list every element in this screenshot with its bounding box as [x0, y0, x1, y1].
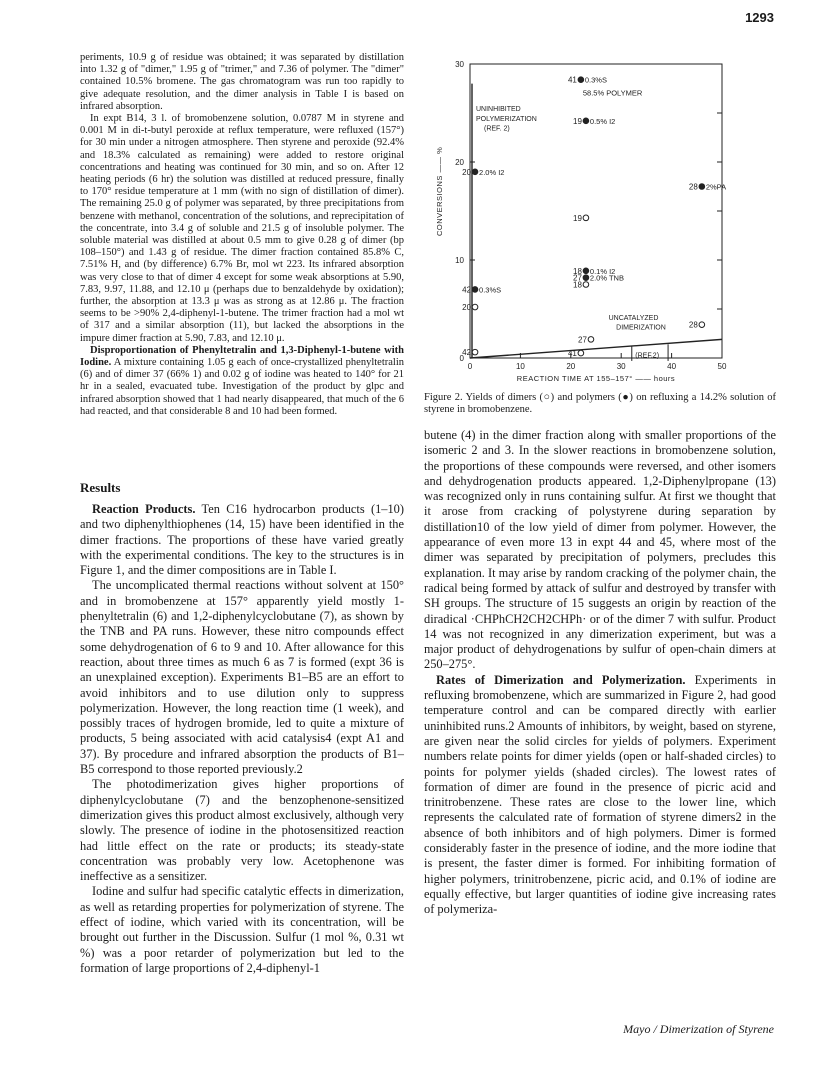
reaction-products-heading: Reaction Products.: [92, 502, 196, 516]
point-note: 58.5% POLYMER: [582, 88, 643, 98]
rates-heading: Rates of Dimerization and Polymerization.: [436, 672, 686, 687]
x-tick-label: 10: [515, 362, 525, 371]
left-experimental-text: [80, 52, 404, 418]
point-label: 27: [578, 335, 587, 345]
paragraph-text: Experiments in refluxing bromobenzene, which are summarized in Figure 2, had good temperature control and can be compared directly with earlier uninhibited runs.2 Amounts of inhibitors, by weight, based on styrene, are given near the solid circles for yields of polymers. Experiment numbers relate points for dimer yields (open or half-shaded circles) to points for polymer yields (shaded circles). The lowest rates of formation of dimer are found in the presence of picric acid and trinitrobenzene. These rates are close to the lower line, which represents the calculated rate of formation of styrene dimers2 in the absence of both inhibitors and of high polymers. Dimer is formed considerably faster in the presence of iodine, and the more iodine that is present, the faster dimer is formed. For inhibiting formation of higher polymers, trinitrobenzene, picric acid, and 0.1% of iodine are equally effective, but larger quantities of iodine give increasing rates of polymeriza-: [424, 672, 776, 917]
point-note: 0.1% I2: [589, 266, 616, 276]
point-note: 2%PA: [705, 182, 727, 192]
point-label: 20: [462, 303, 472, 313]
point-label: 19: [573, 116, 582, 126]
point-label: 18: [573, 280, 582, 290]
dimer-point: [583, 215, 589, 221]
y-axis-label: CONVERSIONS —— %: [435, 146, 444, 237]
annotation-uninhibited: UNINHIBITED: [476, 106, 521, 114]
disproportionation-heading: Disproportionation of Phenyltetralin and 1,3-Diphenyl-1-butene with Iodine.: [80, 344, 404, 369]
x-tick-label: 40: [667, 362, 677, 371]
dimer-point: [578, 350, 584, 356]
dimer-point: [588, 337, 594, 343]
point-label: 20: [462, 167, 472, 177]
point-note: 0.3%S: [584, 75, 607, 85]
polymer-point: [583, 118, 589, 124]
point-label: 28: [688, 182, 698, 192]
paragraph: [80, 502, 404, 578]
paragraph: butene (4) in the dimer fraction along with smaller proportions of the isomeric 2 and 3. In the slower reactions in bromobenzene solution, the proportions of these compounds were reversed, and other isomers and dehydrogenation products appeared. 1,2-Diphenylpropane (13) was recognized only in runs containing sulfur. At first we thought that it arose from cracking of polystyrene during separation by distillation10 of the low yield of dimer from polymer. However, the appearance of even more 13 in expt 44 and 45, where most of the dimer was separated by precipitation of polymers, precludes this explanation. It may arise by random cracking of the polymer chain, the radical being formed by attack of sulfur and destroyed by transfer with SH groups. The structure of 15 suggests an origin by reaction of the diradical ·CHPhCH2CH2CHPh· or of the dimer 7 with sulfur. Product 14 was not recognized in any dimerization experiment, but was a major product of dehydrogenations by sulfur of open-chain dimers at 250–275°.: [424, 428, 776, 672]
point-label: 41: [567, 75, 577, 85]
x-tick-label: 0: [467, 362, 473, 371]
paragraph: Iodine and sulfur had specific catalytic effects in dimerization, as well as retarding properties for polymerization of styrene. The effect of iodine, which varied with its concentration, will be brought out further in the Discussion. Sulfur (1 mol %, 0.31 wt %) was a poor retarder of polymerization but led to the formation of large proportions of 2,4-diphenyl-1: [80, 884, 404, 975]
dimer-point: [472, 304, 478, 310]
page-number: 1293: [745, 10, 774, 25]
annotation-uncatalyzed: UNCATALYZED: [608, 314, 659, 322]
y-tick-label: 10: [455, 256, 464, 265]
dimer-point: [699, 322, 705, 328]
annotation-polymerization: POLYMERIZATION: [476, 115, 537, 123]
left-results-text: [80, 502, 404, 976]
point-note: 0.3%S: [479, 285, 502, 295]
point-label: 19: [573, 213, 582, 223]
y-tick-label: 30: [455, 60, 464, 69]
figure-caption: Figure 2. Yields of dimers (○) and polymers (●) on refluxing a 14.2% solution of styrene in bromobenzene.: [424, 392, 776, 416]
point-label: 41: [567, 349, 577, 359]
point-label: 28: [688, 320, 698, 330]
point-label: 27: [573, 273, 582, 283]
dimer-point: [472, 349, 478, 355]
polymer-point: [578, 77, 584, 83]
annotation-dimerization: DIMERIZATION: [616, 324, 666, 332]
point-label: 18: [573, 266, 582, 276]
x-tick-label: 30: [616, 362, 626, 371]
polymer-point: [583, 275, 589, 281]
x-axis-label: REACTION TIME AT 155–157° —— hours: [516, 374, 676, 383]
paragraph: The photodimerization gives higher proportions of diphenylcyclobutane (7) and the benzophenone-sensitized dimerization gives this product almost exclusively, although very slowly. The presence of iodine in the photosensitized reaction had little effect on the rate or products; its steady-state concentration was probably very low. Acetophenone was ineffective as a sensitizer.: [80, 777, 404, 884]
paragraph: [424, 673, 776, 918]
paragraph: In expt B14, 3 l. of bromobenzene solution, 0.0787 M in styrene and 0.001 M in di-t-butyl peroxide at reflux temperature, were refluxed (157°) for 30 min under a nitrogen atmosphere. Then styrene and peroxide (92.4% and 18.3% calculated as remaining) were added to restore original concentrations and heating was continued for 30 min, and so on. After 12 heating periods (6 hr) the solution was distilled at reduced pressure, finally to 170° residue temperature at 1 mm (with no sign of distillation of dimer). The remaining 25.0 g of polymer was separated, by three precipitations from benzene with methanol, concentration of the solutions, and reprecipitation of the concentrate, into 3.4 g of soluble and 21.5 g of insoluble polymer. The soluble material was distilled at about 0.5 mm to give 0.28 g of dimer (bp 108–150°) and 1.43 g of residue. The dimer fraction contained 85.8% C, 7.51% H, and (by difference) 6.7% Br, mol wt 223. Its infrared absorption was very close to that of dimer 4 except for some weak absorptions at 5.90, 7.83, 9.97, 11.88, and 12.10 μ (perhaps due to benzaldehyde by oxidation); further, the absorption at 13.3 μ was as strong as at 12.86 μ. The fraction seems to be >90% 2,4-diphenyl-1-butene. The trimer fraction had a mol wt of 317 and a similar absorption (11), but lacked the absorptions in the impure dimer fraction at 5.90, 7.83, and 12.10 μ.: [80, 113, 404, 344]
y-tick-label: 20: [455, 158, 464, 167]
paragraph: The uncomplicated thermal reactions without solvent at 150° and in bromobenzene at 157° apparently yield mostly 1-phenyltetralin (6) and 1,2-diphenylcyclobutane (7), as shown by the TNB and PA runs. However, these nitro compounds effect some dehydrogenation of 6 to 9 and 10. After allowance for this reaction, about three times as much 6 as 7 is formed (expt 36 is an unexplained exception). Experiments B1–B5 are an effort to avoid inhibitors and to use dilution only to suppress polymerization. However, the long reaction time (1 week), and possibly traces of hydrogen bromide, led to quite a mixture of products, 5 being associated with acid catalysis4 (expt A1 and 37). By procedure and infrared absorption the products of B1–B5 correspond to those reported previously.2: [80, 578, 404, 777]
results-heading: Results: [80, 480, 121, 495]
dimer-point: [583, 282, 589, 288]
polymer-point: [472, 169, 478, 175]
paragraph: [80, 345, 404, 418]
annotation-ref: (REF. 2): [484, 125, 510, 133]
disproportionation-text: A mixture containing 1.05 g each of once-crystallized phenyltetralin (6) and of dimer 37 (66% 1) and 0.02 g of iodine was heated to 140° for 21 hr in a sealed, evacuated tube. Investigation of the product by glpc and infrared absorption showed that 1 had nearly disappeared, that much of the 6 had reacted, and that considerable 8 and 10 had been formed.: [80, 357, 404, 417]
x-tick-label: 50: [717, 362, 727, 371]
annotation-ref-2: (REF.2): [635, 352, 660, 360]
point-note: 0.5% I2: [589, 116, 616, 126]
y-tick-label: 0: [459, 354, 464, 363]
figure-2-chart: [424, 52, 776, 388]
uncatalyzed-dimerization-line: [470, 339, 722, 358]
polymer-point: [699, 184, 705, 190]
paragraph: periments, 10.9 g of residue was obtained; it was separated by distillation into 1.32 g of "dimer," 1.95 g of "trimer," and 7.36 of polymer. The "dimer" contained 10.5% bromene. The gas chromatogram was run too rapidly to give adequate resolution, and the dimer analysis in Table I is based on infrared absorption.: [80, 52, 404, 112]
x-tick-label: 20: [566, 362, 576, 371]
right-column-text: [424, 428, 776, 918]
point-label: 42: [462, 285, 472, 295]
point-note: 2.0% TNB: [589, 273, 624, 283]
point-label: 42: [462, 348, 472, 358]
point-note: 2.0% I2: [479, 167, 505, 177]
running-footer: Mayo / Dimerization of Styrene: [623, 1022, 774, 1036]
polymer-point: [583, 268, 589, 274]
polymer-point: [472, 287, 478, 293]
paragraph-text: Ten C16 hydrocarbon products (1–10) and two diphenylthiophenes (14, 15) have been identified in the dimer fractions. The proportions of these have varied greatly with the experimental conditions. The key to the structures is in Figure 1, and the dimer compositions are in Table I.: [80, 502, 405, 578]
